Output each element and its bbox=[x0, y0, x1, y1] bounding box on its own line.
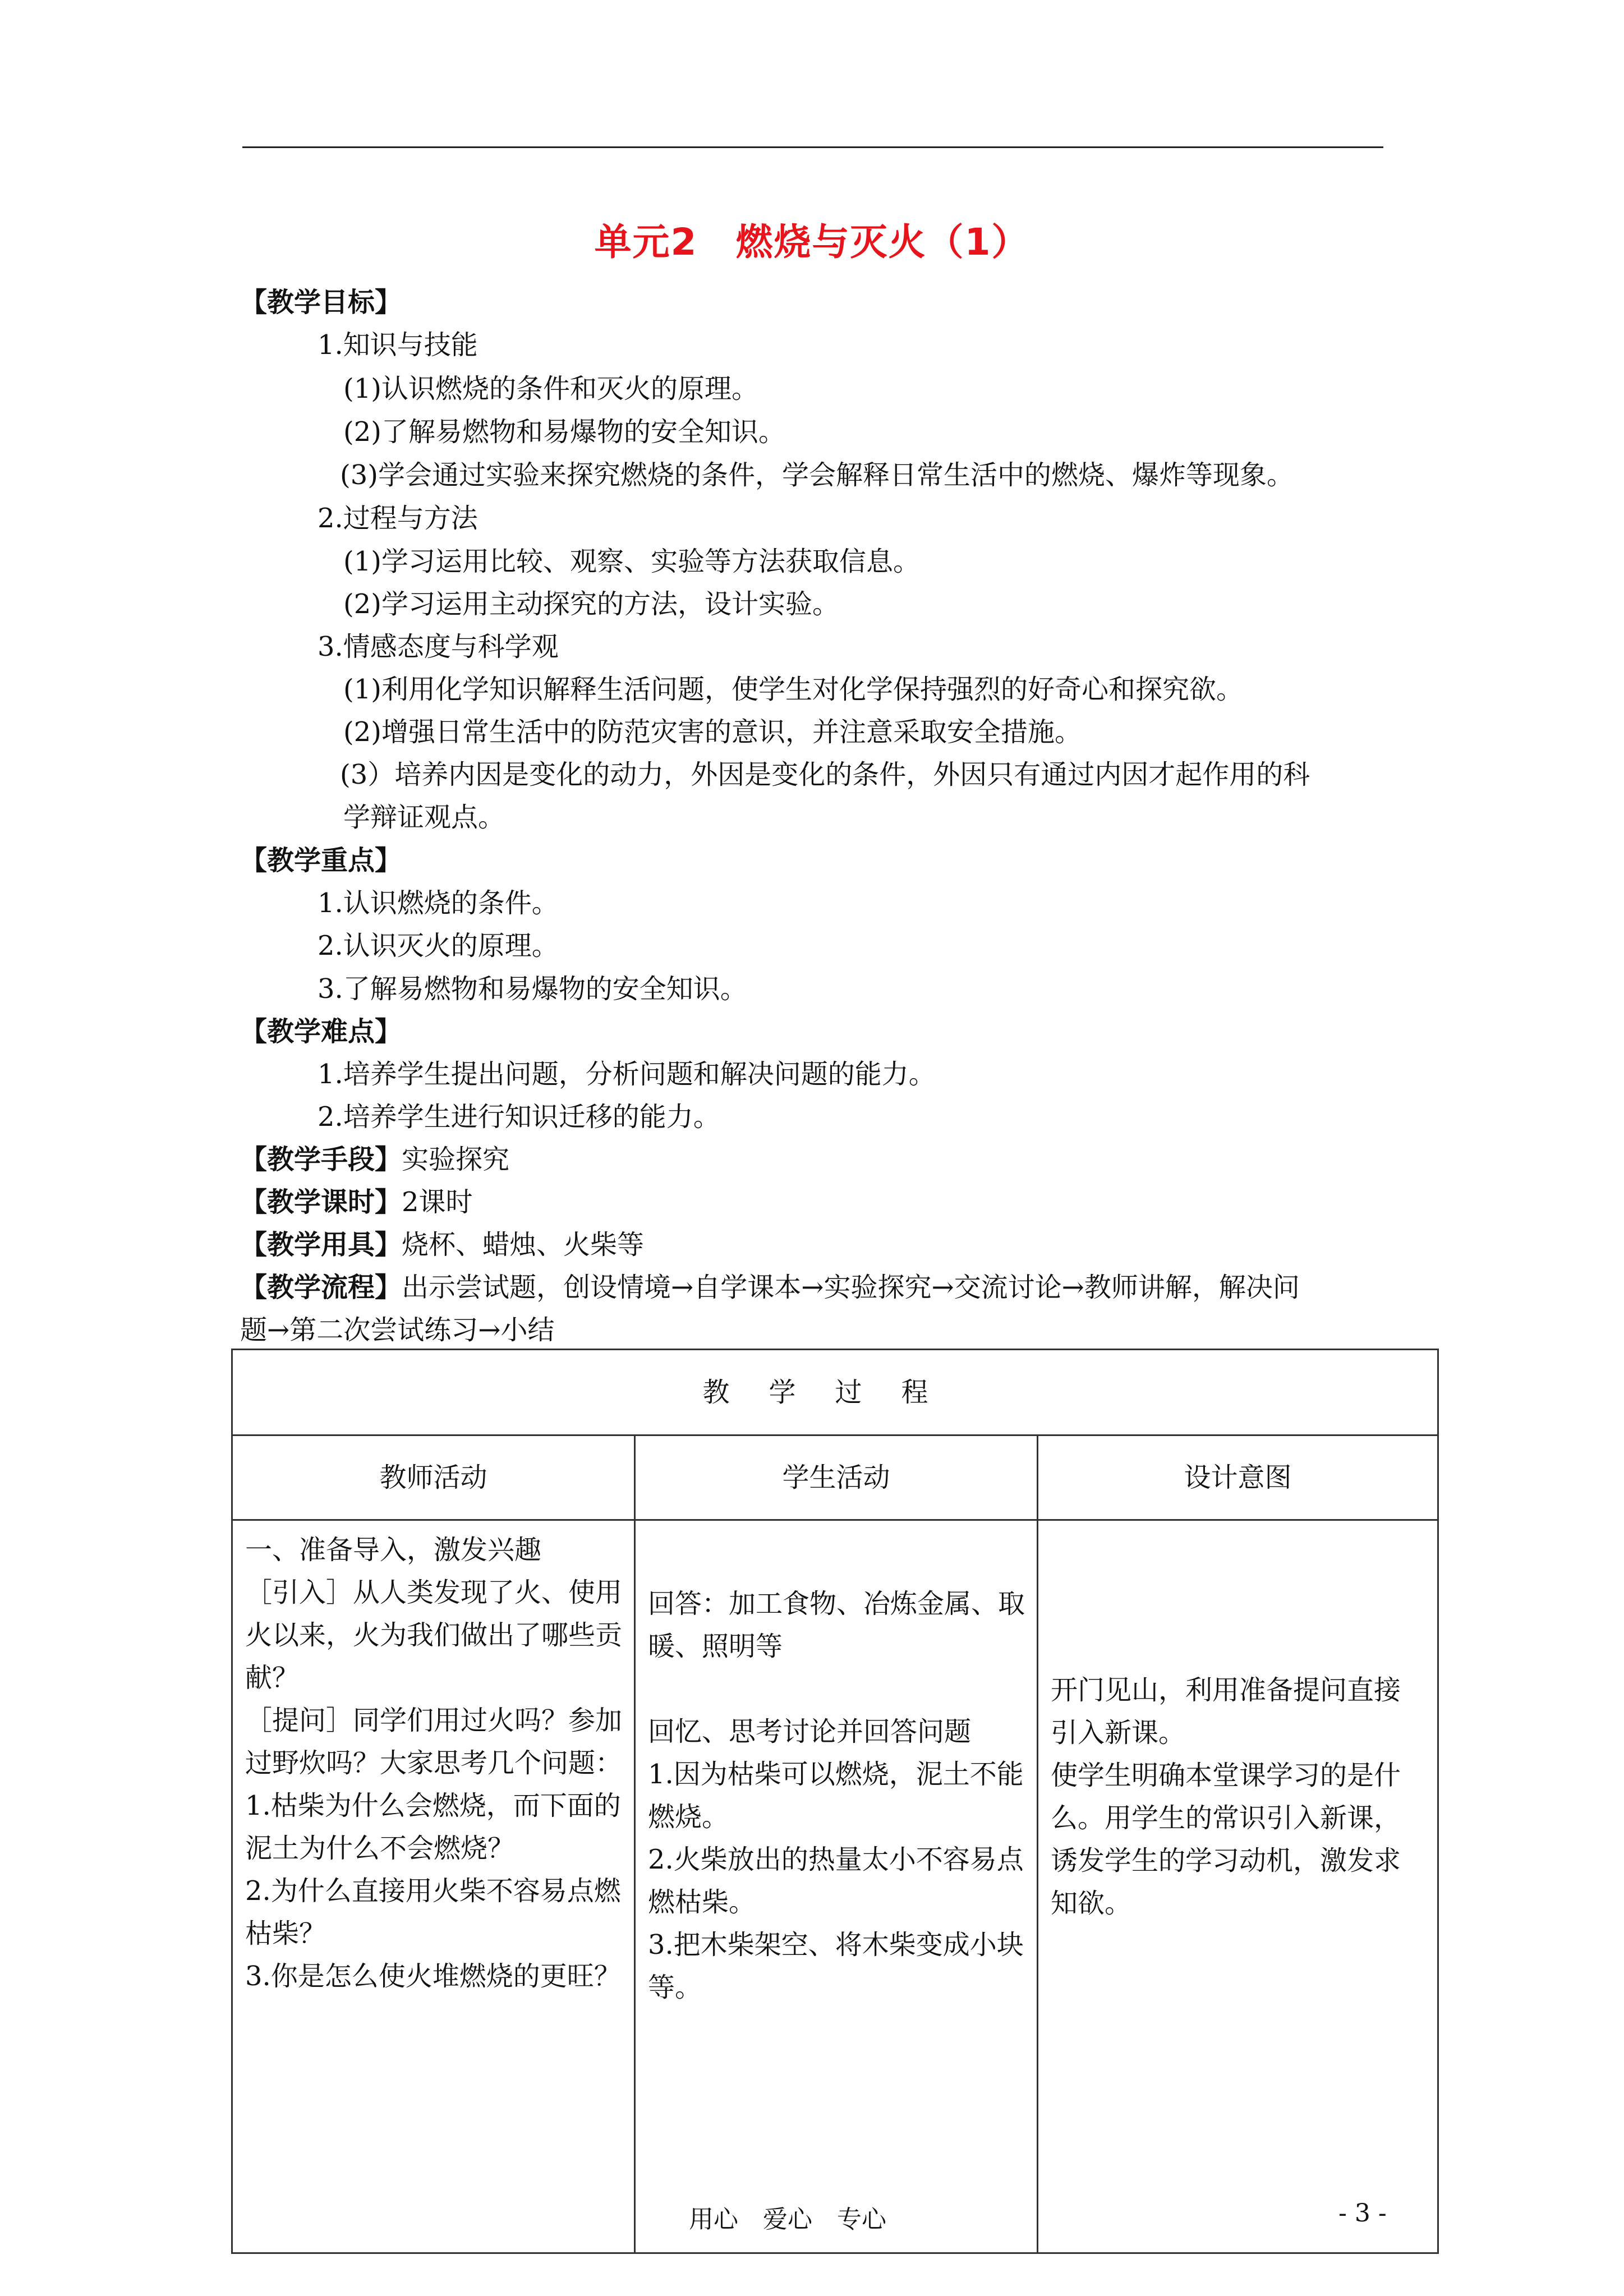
objective-item: 学辩证观点。 bbox=[343, 802, 505, 833]
difficulties-heading: 【教学难点】 bbox=[240, 1016, 402, 1047]
design-intent-cell bbox=[1038, 1520, 1438, 2253]
page-number: - 3 - bbox=[1338, 2199, 1387, 2228]
header-rule bbox=[242, 146, 1383, 148]
objective-item: (1)学习运用比较、观察、实验等方法获取信息。 bbox=[343, 546, 920, 577]
key-point-item: 1.认识燃烧的条件。 bbox=[318, 887, 559, 919]
column-header-teacher: 教师活动 bbox=[232, 1435, 635, 1520]
student-paragraph: 3.把木柴架空、将木柴变成小块等。 bbox=[648, 1929, 1024, 2003]
key-point-item: 3.了解易燃物和易爆物的安全知识。 bbox=[318, 973, 747, 1005]
objective-item: (2)了解易燃物和易爆物的安全知识。 bbox=[343, 416, 785, 448]
student-paragraph: 回忆、思考讨论并回答问题 bbox=[648, 1716, 972, 1747]
teacher-paragraph: 1.枯柴为什么会燃烧，而下面的泥土为什么不会燃烧？ bbox=[245, 1790, 621, 1864]
column-header-intent: 设计意图 bbox=[1038, 1435, 1438, 1520]
objective-group-label: 2.过程与方法 bbox=[318, 503, 478, 534]
flow-line-1: 出示尝试题，创设情境→自学课本→实验探究→交流讨论→教师讲解，解决问 bbox=[402, 1272, 1300, 1303]
table-header: 教学过程 bbox=[232, 1350, 1438, 1435]
teaching-process-table bbox=[231, 1349, 1439, 2254]
objective-item: (2)学习运用主动探究的方法，设计实验。 bbox=[343, 588, 839, 620]
teacher-activity-cell bbox=[232, 1520, 635, 2253]
objective-group-label: 3.情感态度与科学观 bbox=[318, 631, 559, 662]
objectives-heading: 【教学目标】 bbox=[240, 287, 402, 318]
objective-item: (1)利用化学知识解释生活问题，使学生对化学保持强烈的好奇心和探究欲。 bbox=[343, 674, 1243, 705]
objective-group-label: 1.知识与技能 bbox=[318, 329, 478, 361]
hours-row bbox=[240, 1184, 473, 1221]
column-header-student: 学生活动 bbox=[635, 1435, 1038, 1520]
teacher-paragraph: ［提问］同学们用过火吗？参加过野炊吗？大家思考几个问题： bbox=[245, 1705, 623, 1779]
objective-item: (1)认识燃烧的条件和灭火的原理。 bbox=[343, 373, 758, 404]
student-activity-cell bbox=[635, 1520, 1038, 2253]
tools-value: 烧杯、蜡烛、火柴等 bbox=[402, 1229, 645, 1260]
page-title: 单元2 燃烧与灭火（1） bbox=[594, 220, 1030, 264]
key-points-heading: 【教学重点】 bbox=[240, 845, 402, 876]
tools-heading: 【教学用具】 bbox=[240, 1229, 402, 1260]
student-paragraph: 2.火柴放出的热量太小不容易点燃枯柴。 bbox=[648, 1844, 1024, 1918]
student-paragraph: 回答：加工食物、冶炼金属、取暖、照明等 bbox=[648, 1588, 1025, 1662]
hours-heading: 【教学课时】 bbox=[240, 1186, 402, 1218]
teacher-paragraph: 2.为什么直接用火柴不容易点燃枯柴？ bbox=[245, 1875, 621, 1949]
tools-row bbox=[240, 1226, 644, 1263]
student-paragraph: 1.因为枯柴可以燃烧，泥土不能燃烧。 bbox=[648, 1759, 1024, 1833]
means-value: 实验探究 bbox=[402, 1144, 510, 1175]
key-point-item: 2.认识灭火的原理。 bbox=[318, 930, 559, 961]
teacher-paragraph: 3.你是怎么使火堆燃烧的更旺？ bbox=[245, 1961, 621, 1992]
teacher-paragraph: 一、准备导入，激发兴趣 bbox=[245, 1534, 542, 1566]
means-row bbox=[240, 1141, 509, 1178]
difficulty-item: 1.培养学生提出问题，分析问题和解决问题的能力。 bbox=[318, 1059, 936, 1090]
means-heading: 【教学手段】 bbox=[240, 1144, 402, 1175]
hours-value: 2课时 bbox=[402, 1186, 473, 1218]
flow-line-2: 题→第二次尝试练习→小结 bbox=[240, 1314, 555, 1346]
intent-paragraph: 使学生明确本堂课学习的是什么。用学生的常识引入新课，诱发学生的学习动机，激发求知欲。 bbox=[1051, 1760, 1401, 1919]
footer-motto: 用心 爱心 专心 bbox=[689, 2205, 886, 2234]
objective-item: (2)增强日常生活中的防范灾害的意识，并注意采取安全措施。 bbox=[343, 716, 1082, 748]
intent-paragraph: 开门见山，利用准备提问直接引入新课。 bbox=[1051, 1674, 1401, 1749]
teacher-paragraph: ［引入］从人类发现了火、使用火以来，火为我们做出了哪些贡献？ bbox=[245, 1577, 623, 1694]
objective-item: (3)学会通过实验来探究燃烧的条件，学会解释日常生活中的燃烧、爆炸等现象。 bbox=[340, 459, 1294, 491]
difficulty-item: 2.培养学生进行知识迁移的能力。 bbox=[318, 1101, 720, 1133]
objective-item: (3）培养内因是变化的动力，外因是变化的条件，外因只有通过内因才起作用的科 bbox=[340, 759, 1310, 790]
flow-heading: 【教学流程】 bbox=[240, 1272, 402, 1303]
flow-row bbox=[240, 1269, 1300, 1306]
